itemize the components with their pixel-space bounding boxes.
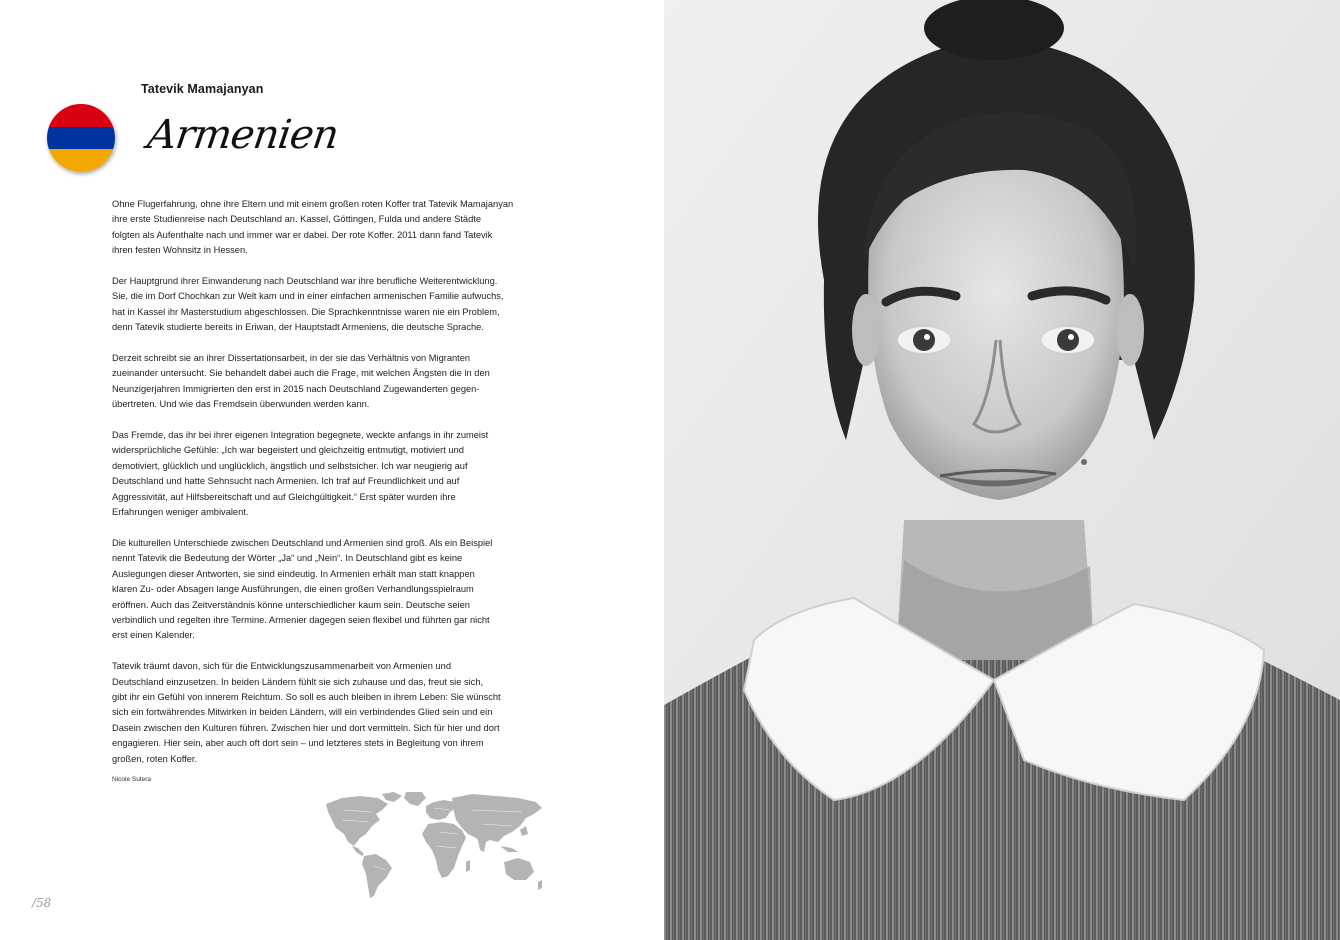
country-title: Armenien <box>144 112 341 158</box>
paragraph: Tatevik träumt davon, sich für die Entwicklungszusammenarbeit von Armenien und Deutschland einzusetzen. In beiden Ländern fühlt sie sich zuhause und das, freut sie sich, gibt ihr ein Gefühl von innerem Reichtum. So soll es auch bleiben in ihrem Leben: Sie wünscht sich ein fortwährendes Mitwirken in beiden Ländern, will ein verbindendes Glied sein und ein Dasein zwischen den Kulturen führen. Zwischen hier und dort vermitteln. Sich für hier und dort engagieren. Hier sein, aber auch oft dort sein – und letzteres stets in Begleitung von ihrem großen, roten Koffer. <box>112 661 501 764</box>
flag-stripe-red <box>47 104 115 127</box>
portrait-photo <box>664 0 1340 940</box>
flag-stripe-blue <box>47 127 115 150</box>
article-body <box>112 197 552 767</box>
author-credit: Nicole Sutera <box>112 776 152 783</box>
paragraph: Das Fremde, das ihr bei ihrer eigenen Integration begegnete, weckte anfangs in ihr zumeist widersprüchliche Gefühle: „Ich war begeistert und gleichzeitig entmutigt, motiviert und demotiviert, glücklich und unglücklich, ängstlich und selbstsicher. Ich war neugierig auf Deutschland und hatte Sehnsucht nach Armenien. Ich traf auf Freundlichkeit und auf Aggressivität, auf Hilfsbereitschaft und auf Gleichgültigkeit.“ Erst später wurden ihre Erfahrungen weniger ambivalent. <box>112 430 489 518</box>
paragraph: Der Hauptgrund ihrer Einwanderung nach Deutschland war ihre berufliche Weiterentwicklung. Sie, die im Dorf Chochkan zur Welt kam und in einer einfachen armenischen Familie aufwuchs, hat in Kassel ihr Masterstudium abgeschlossen. Die Sprachkenntnisse waren nie ein Problem, denn Tatevik studierte bereits in Eriwan, der Hauptstadt Armeniens, die deutsche Sprache. <box>112 276 504 333</box>
person-name: Tatevik Mamajanyan <box>141 82 264 96</box>
flag-stripe-orange <box>47 149 115 172</box>
page-number: /58 <box>32 896 52 910</box>
world-map-icon <box>322 790 548 900</box>
right-page <box>664 0 1340 940</box>
armenia-flag-icon <box>47 104 115 172</box>
paragraph: Die kulturellen Unterschiede zwischen Deutschland und Armenien sind groß. Als ein Beispiel nennt Tatevik die Bedeutung der Wörter „Ja“ und „Nein“. In Deutschland gibt es keine Auslegungen dieser Antworten, sie sind eindeutig. In Armenien erhält man statt knappen klaren Zu- oder Absagen lange Ausführungen, die einen großen Verhandlungsspielraum eröffnen. Auch das Zeitverständnis könne unterschiedlicher kaum sein. Deutsche seien verbindlich und regelten ihre Termine. Armenier dagegen seien flexibel und führten gar nicht erst einen Kalender. <box>112 537 493 641</box>
left-page <box>0 0 664 940</box>
paragraph: Ohne Flugerfahrung, ohne ihre Eltern und mit einem großen roten Koffer trat Tatevik Mamajanyan ihre erste Studienreise nach Deutschland an. Kassel, Göttingen, Fulda und andere Städte folgten als Aufenthalte nach und immer war er dabei. Der rote Koffer. 2011 dann fand Tatevik ihren festen Wohnsitz in Hessen. <box>112 199 514 256</box>
paragraph: Derzeit schreibt sie an ihrer Dissertationsarbeit, in der sie das Verhältnis von Migranten zueinander untersucht. Sie behandelt dabei auch die Frage, mit welchen Ängsten die in den Neunzigerjahren Immigrierten den erst in 2015 nach Deutschland Zugewanderten gegen- übertreten. Und wie das Fremdsein überwunden werden kann. <box>112 353 490 410</box>
